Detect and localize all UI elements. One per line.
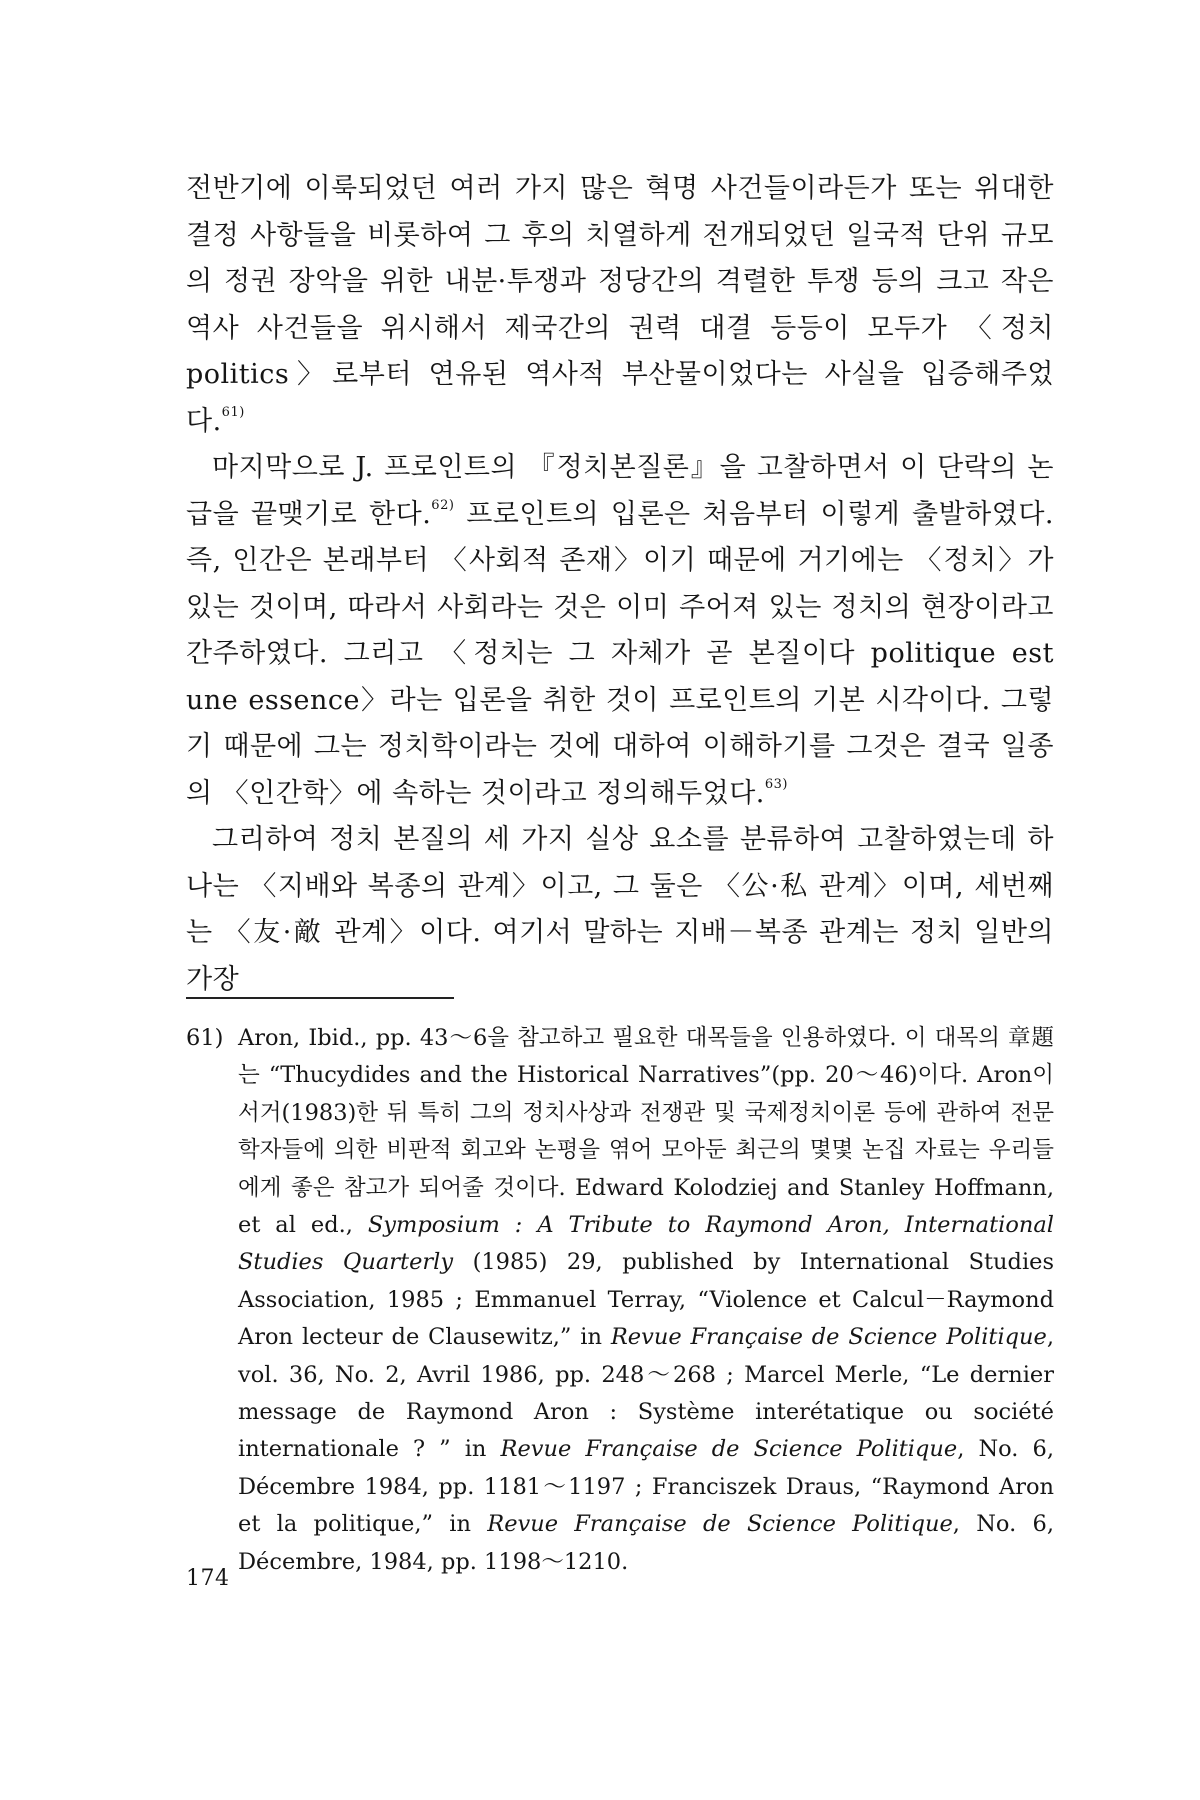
footnote-italic-3: Revue Française de Science Politique	[500, 1436, 958, 1463]
footnote-text-2: (1985) 29, published by International Studies Association, 1985 ; Emmanuel Terray, “Violence et Calcul－Raymond Aron lecteur de Clausewitz,” in	[238, 1249, 1055, 1351]
footnote-text-4: , No. 6, Décembre 1984, pp. 1181～1197 ; Franciszek Draus, “Raymond Aron et la politique,” in	[238, 1436, 1054, 1538]
footnotes	[186, 1020, 1054, 1581]
footnote-text-3: , vol. 36, No. 2, Avril 1986, pp. 248～268 ; Marcel Merle, “Le dernier message de Raymond Aron : Système interétatique ou société internationale ? ” in	[238, 1324, 1055, 1463]
footnote-italic-4: Revue Française de Science Politique	[487, 1511, 953, 1538]
paragraph-1-text: 전반기에 이룩되었던 여러 가지 많은 혁명 사건들이라든가 또는 위대한 결정 사항들을 비롯하여 그 후의 치열하게 전개되었던 일국적 단위 규모의 정권 장악을 위한 내분·투쟁과 정당간의 격렬한 투쟁 등의 크고 작은 역사 사건들을 위시해서 제국간의 권력 대결 등등이 모두가 〈정치 politics〉로부터 연유된 역사적 부산물이었다는 사실을 입증해주었다.	[186, 173, 1054, 437]
footnote-text-5: , No. 6, Décembre, 1984, pp. 1198～1210.	[238, 1511, 1054, 1575]
footnote-italic-2: Revue Française de Science Politique	[610, 1324, 1047, 1351]
footnote-61	[186, 1020, 1054, 1581]
paragraph-3-text: 그리하여 정치 본질의 세 가지 실상 요소를 분류하여 고찰하였는데 하나는 〈지배와 복종의 관계〉이고, 그 둘은 〈公·私 관계〉이며, 세번째는 〈友·敵 관계〉이다. 여기서 말하는 지배－복종 관계는 정치 일반의 가장	[186, 824, 1054, 995]
note-ref-62: 62)	[431, 497, 455, 513]
footnote-separator	[186, 997, 454, 999]
paragraph-2-text-a: 마지막으로 J. 프로인트의 『정치본질론』을 고찰하면서 이 단락의 논급을 끝맺기로 한다.	[186, 452, 1054, 530]
footnote-text-1: Aron, Ibid., pp. 43～6을 참고하고 필요한 대목들을 인용하였다. 이 대목의 章題는 “Thucydides and the Historical Narratives”(pp. 20～46)이다. Aron이 서거(1983)한 뒤 특히 그의 정치사상과 전쟁관 및 국제정치이론 등에 관하여 전문학자들에 의한 비판적 회고와 논평을 엮어 모아둔 최근의 몇몇 논집 자료는 우리들에게 좋은 참고가 되어줄 것이다. Edward Kolodziej and Stanley Hoffmann, et al ed.,	[238, 1025, 1054, 1239]
paragraph-2-text-b: 프로인트의 입론은 처음부터 이렇게 출발하였다. 즉, 인간은 본래부터 〈사회적 존재〉이기 때문에 거기에는 〈정치〉가 있는 것이며, 따라서 사회라는 것은 이미 주어져 있는 정치의 현장이라고 간주하였다. 그리고 〈정치는 그 자체가 곧 본질이다 politique est une essence〉라는 입론을 취한 것이 프로인트의 기본 시각이다. 그렇기 때문에 그는 정치학이라는 것에 대하여 이해하기를 그것은 결국 일종의 〈인간학〉에 속하는 것이라고 정의해두었다.	[186, 498, 1055, 809]
paragraph-1	[186, 166, 1054, 445]
footnote-label: 61)	[186, 1025, 224, 1051]
page-number: 174	[186, 1566, 230, 1591]
paragraph-2	[186, 445, 1054, 817]
note-ref-61: 61)	[221, 404, 245, 420]
main-text	[186, 166, 1054, 1003]
paragraph-3	[186, 817, 1054, 1003]
note-ref-63: 63)	[764, 776, 789, 792]
footnote-italic-1: Symposium : A Tribute to Raymond Aron, International Studies Quarterly	[238, 1212, 1054, 1276]
